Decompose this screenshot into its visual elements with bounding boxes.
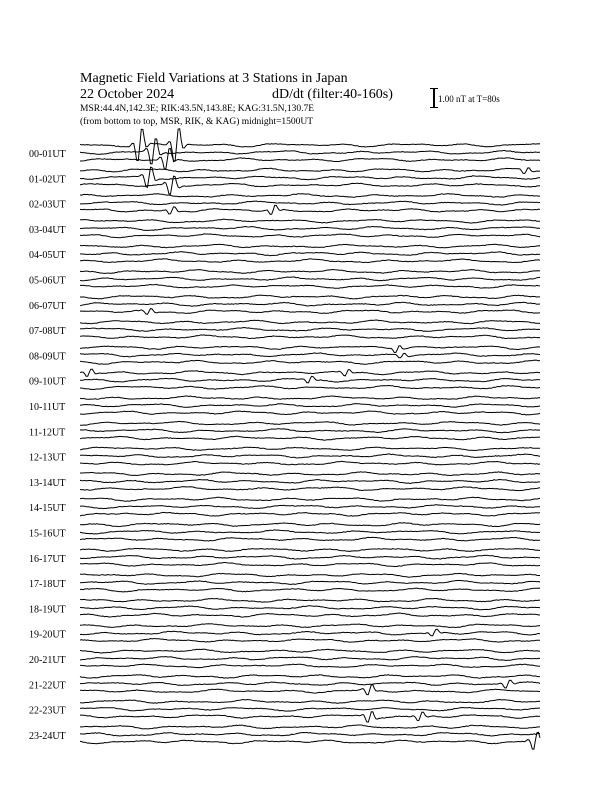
trace-rik-17	[80, 580, 540, 584]
hour-label: 02-03UT	[29, 199, 66, 211]
trace-msr-17	[80, 588, 540, 592]
chart-component: dD/dt (filter:40-160s)	[272, 87, 393, 102]
trace-msr-22	[80, 712, 540, 722]
trace-rik-5	[80, 277, 540, 281]
trace-kag-14	[80, 497, 540, 501]
trace-msr-8	[80, 360, 540, 364]
trace-kag-16	[80, 548, 540, 551]
trace-msr-18	[80, 613, 540, 617]
trace-rik-16	[80, 555, 540, 559]
trace-msr-20	[80, 664, 540, 668]
trace-kag-10	[80, 396, 540, 400]
hour-label: 23-24UT	[29, 730, 66, 742]
trace-kag-20	[80, 649, 540, 653]
hour-label: 17-18UT	[29, 579, 66, 591]
hour-label: 15-16UT	[29, 528, 66, 540]
trace-kag-13	[80, 472, 540, 476]
station-order-note: (from bottom to top, MSR, RIK, & KAG) midnight=1500UT	[80, 117, 314, 127]
hour-label: 08-09UT	[29, 351, 66, 363]
trace-msr-5	[80, 284, 540, 288]
trace-kag-4	[80, 244, 540, 248]
scale-label: 1.00 nT at T=80s	[438, 94, 500, 104]
trace-rik-15	[80, 530, 540, 534]
trace-rik-19	[80, 629, 540, 636]
trace-kag-8	[80, 346, 540, 353]
trace-kag-5	[80, 270, 540, 274]
hour-label: 19-20UT	[29, 629, 66, 641]
trace-rik-23	[80, 732, 540, 736]
trace-rik-8	[80, 353, 540, 358]
trace-rik-3	[80, 226, 540, 230]
trace-msr-14	[80, 512, 540, 516]
trace-kag-6	[80, 295, 540, 299]
hour-label: 21-22UT	[29, 680, 66, 692]
trace-rik-10	[80, 404, 540, 408]
chart-title: Magnetic Field Variations at 3 Stations in Japan	[80, 71, 348, 86]
trace-msr-10	[80, 411, 540, 415]
hour-label: 22-23UT	[29, 705, 66, 717]
trace-msr-9	[80, 386, 540, 390]
trace-kag-18	[80, 599, 540, 603]
trace-kag-22	[80, 700, 540, 704]
hour-label: 12-13UT	[29, 452, 66, 464]
hour-label: 01-02UT	[29, 174, 66, 186]
trace-kag-9	[80, 369, 540, 376]
hour-label: 18-19UT	[29, 604, 66, 616]
trace-kag-11	[80, 421, 540, 425]
trace-msr-2	[80, 205, 540, 214]
trace-rik-11	[80, 429, 540, 433]
trace-kag-23	[80, 725, 540, 729]
hour-label: 06-07UT	[29, 300, 66, 312]
trace-msr-15	[80, 537, 540, 541]
trace-rik-4	[80, 252, 540, 256]
hour-label: 14-15UT	[29, 503, 66, 515]
trace-rik-13	[80, 480, 540, 484]
trace-msr-3	[80, 234, 540, 238]
hour-label: 00-01UT	[29, 149, 66, 160]
station-coordinates: MSR:44.4N,142.3E; RIK:43.5N,143.8E; KAG:31.5N,130.7E	[80, 104, 315, 114]
trace-rik-18	[80, 606, 540, 610]
trace-kag-15	[80, 523, 540, 527]
trace-msr-21	[80, 685, 540, 695]
trace-kag-2	[80, 194, 540, 198]
trace-kag-17	[80, 573, 540, 577]
trace-kag-7	[80, 320, 540, 324]
hour-label: 07-08UT	[29, 326, 66, 338]
hour-label: 09-10UT	[29, 376, 66, 388]
hour-label: 05-06UT	[29, 275, 66, 287]
hour-label: 20-21UT	[29, 655, 66, 666]
trace-rik-22	[80, 707, 540, 711]
trace-msr-11	[80, 436, 540, 440]
trace-rik-6	[80, 302, 540, 306]
trace-rik-21	[80, 680, 540, 688]
hour-label: 10-11UT	[29, 402, 66, 413]
trace-msr-16	[80, 563, 540, 567]
trace-kag-3	[80, 219, 540, 223]
trace-rik-9	[80, 376, 540, 382]
trace-msr-12	[80, 461, 540, 465]
trace-msr-19	[80, 639, 540, 643]
trace-kag-12	[80, 447, 540, 450]
hour-label: 03-04UT	[29, 224, 66, 236]
trace-msr-13	[80, 487, 540, 491]
trace-rik-20	[80, 657, 540, 661]
trace-rik-12	[80, 454, 540, 458]
hour-label: 16-17UT	[29, 553, 66, 565]
trace-msr-4	[80, 259, 540, 263]
trace-rik-2	[80, 201, 540, 205]
hour-label: 04-05UT	[29, 250, 66, 262]
hour-label: 13-14UT	[29, 477, 66, 489]
trace-rik-14	[80, 505, 540, 509]
trace-msr-7	[80, 335, 540, 339]
hour-label: 11-12UT	[29, 427, 66, 439]
trace-msr-0	[80, 149, 540, 169]
trace-kag-21	[80, 675, 540, 679]
trace-msr-6	[80, 309, 540, 315]
trace-kag-1	[80, 168, 540, 174]
trace-rik-7	[80, 328, 540, 332]
trace-kag-19	[80, 624, 540, 628]
chart-date: 22 October 2024	[80, 87, 175, 102]
